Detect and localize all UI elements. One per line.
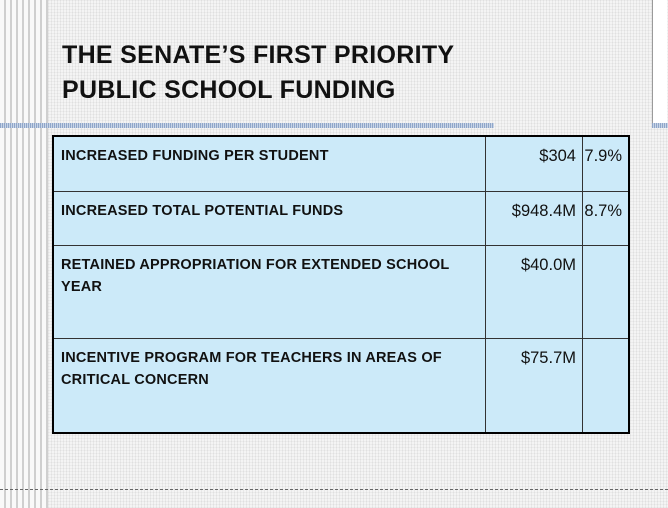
- row-amount: $75.7M: [486, 339, 583, 433]
- row-amount: $304: [486, 136, 583, 191]
- left-decorative-strip: [0, 0, 48, 508]
- row-percent: 7.9%: [583, 136, 630, 191]
- footer-dashed-line: [0, 489, 668, 490]
- slide-title: [62, 38, 454, 108]
- row-label: INCREASED TOTAL POTENTIAL FUNDS: [53, 191, 486, 245]
- row-amount: $40.0M: [486, 246, 583, 339]
- row-label: INCENTIVE PROGRAM FOR TEACHERS IN AREAS OF CRITICAL CONCERN: [53, 339, 486, 433]
- table-row: [53, 191, 629, 245]
- row-percent: [583, 339, 630, 433]
- title-line-1: THE SENATE’S FIRST PRIORITY: [62, 41, 455, 69]
- table-row: [53, 339, 629, 433]
- row-label: RETAINED APPROPRIATION FOR EXTENDED SCHOOL YEAR: [53, 246, 486, 339]
- title-divider-right: [652, 123, 668, 128]
- row-percent: 8.7%: [583, 191, 630, 245]
- title-divider: [0, 123, 494, 128]
- funding-table: [52, 135, 630, 434]
- row-amount: $948.4M: [486, 191, 583, 245]
- table-row: [53, 136, 629, 191]
- title-line-2: PUBLIC SCHOOL FUNDING: [62, 76, 396, 104]
- table-row: [53, 246, 629, 339]
- row-percent: [583, 246, 630, 339]
- corner-decoration: [652, 0, 667, 125]
- row-label: INCREASED FUNDING PER STUDENT: [53, 136, 486, 191]
